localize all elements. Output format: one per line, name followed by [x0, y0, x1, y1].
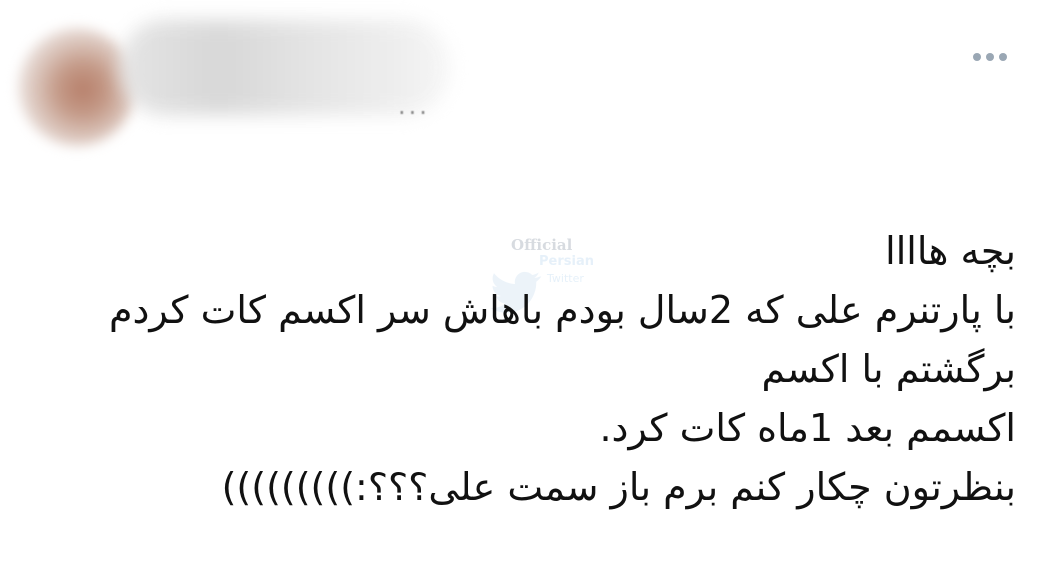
more-options-button[interactable]: [966, 42, 1014, 72]
tweet-text: [16, 222, 1016, 517]
watermark-line-official: Official: [511, 236, 573, 254]
more-dot-icon: [999, 53, 1007, 61]
watermark-line-persian: Persian: [539, 254, 594, 269]
tweet-line: بنظرتون چکار کنم برم باز سمت علی؟؟؟:))))))))): [221, 465, 1016, 509]
watermark-line-twitter: Twitter: [547, 272, 584, 285]
avatar[interactable]: [18, 28, 136, 146]
author-handle-blurred: ...: [398, 92, 430, 120]
tweet-header: [0, 0, 1040, 150]
more-dot-icon: [986, 53, 994, 61]
tweet-line: بچه هاااا: [885, 229, 1016, 273]
tweet-line: اکسمم بعد 1ماه کات کرد.: [599, 406, 1016, 450]
tweet-line: برگشتم با اکسم: [761, 347, 1016, 391]
more-dot-icon: [973, 53, 981, 61]
tweet-line: با پارتنرم علی که 2سال بودم باهاش سر اکسم کات کردم: [108, 288, 1016, 332]
